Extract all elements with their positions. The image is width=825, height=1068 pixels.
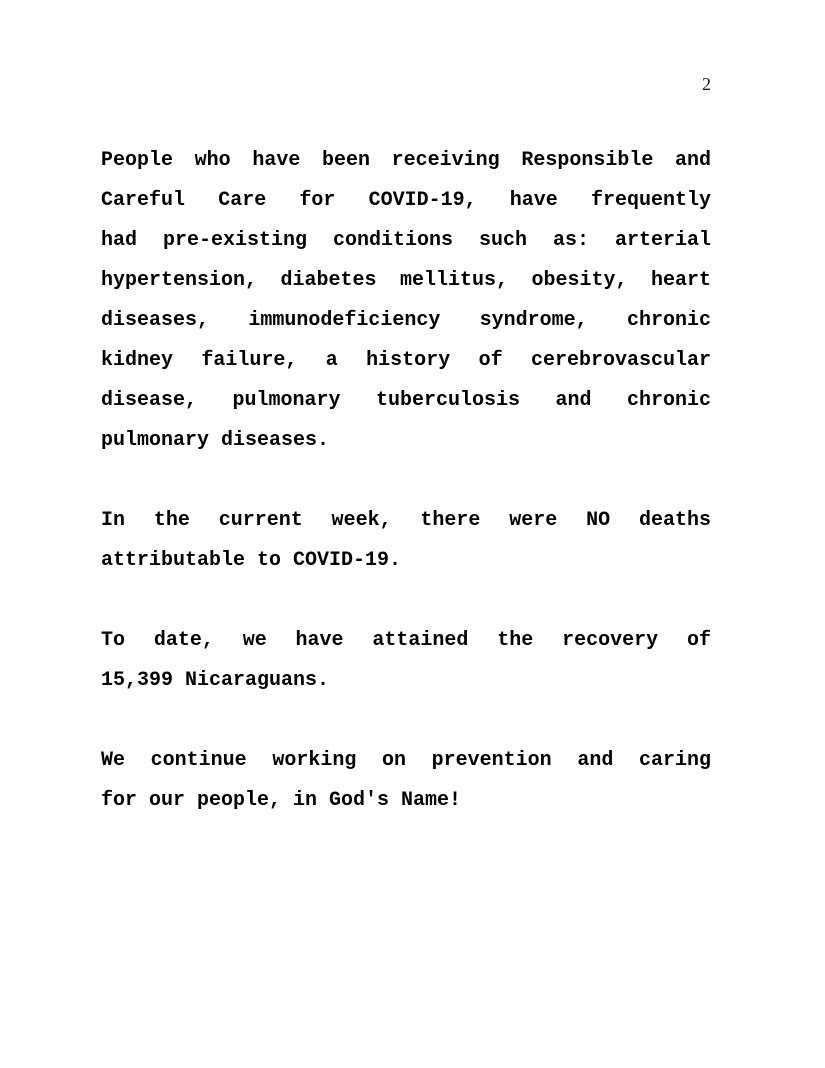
text-line: 15,399 Nicaraguans.	[101, 669, 330, 692]
document-body	[101, 141, 711, 861]
text-line: People who have been receiving Responsible and	[101, 149, 711, 172]
text-line: kidney failure, a history of cerebrovascular	[101, 349, 711, 372]
text-line: We continue working on prevention and caring	[101, 749, 711, 772]
text-line: diseases, immunodeficiency syndrome, chronic	[101, 309, 711, 332]
page-number: 2	[702, 74, 711, 94]
text-line: had pre-existing conditions such as: arterial	[101, 229, 711, 252]
page-header	[101, 74, 711, 94]
paragraph	[101, 501, 711, 581]
paragraph	[101, 621, 711, 701]
text-line: To date, we have attained the recovery of	[101, 629, 711, 652]
paragraph	[101, 141, 711, 461]
paragraph	[101, 741, 711, 821]
text-line: In the current week, there were NO deaths	[101, 509, 711, 532]
text-line: attributable to COVID-19.	[101, 549, 402, 572]
text-line: hypertension, diabetes mellitus, obesity, heart	[101, 269, 711, 292]
text-line: Careful Care for COVID-19, have frequently	[101, 189, 711, 212]
text-line: pulmonary diseases.	[101, 429, 330, 452]
text-line: disease, pulmonary tuberculosis and chronic	[101, 389, 711, 412]
text-line: for our people, in God's Name!	[101, 789, 462, 812]
